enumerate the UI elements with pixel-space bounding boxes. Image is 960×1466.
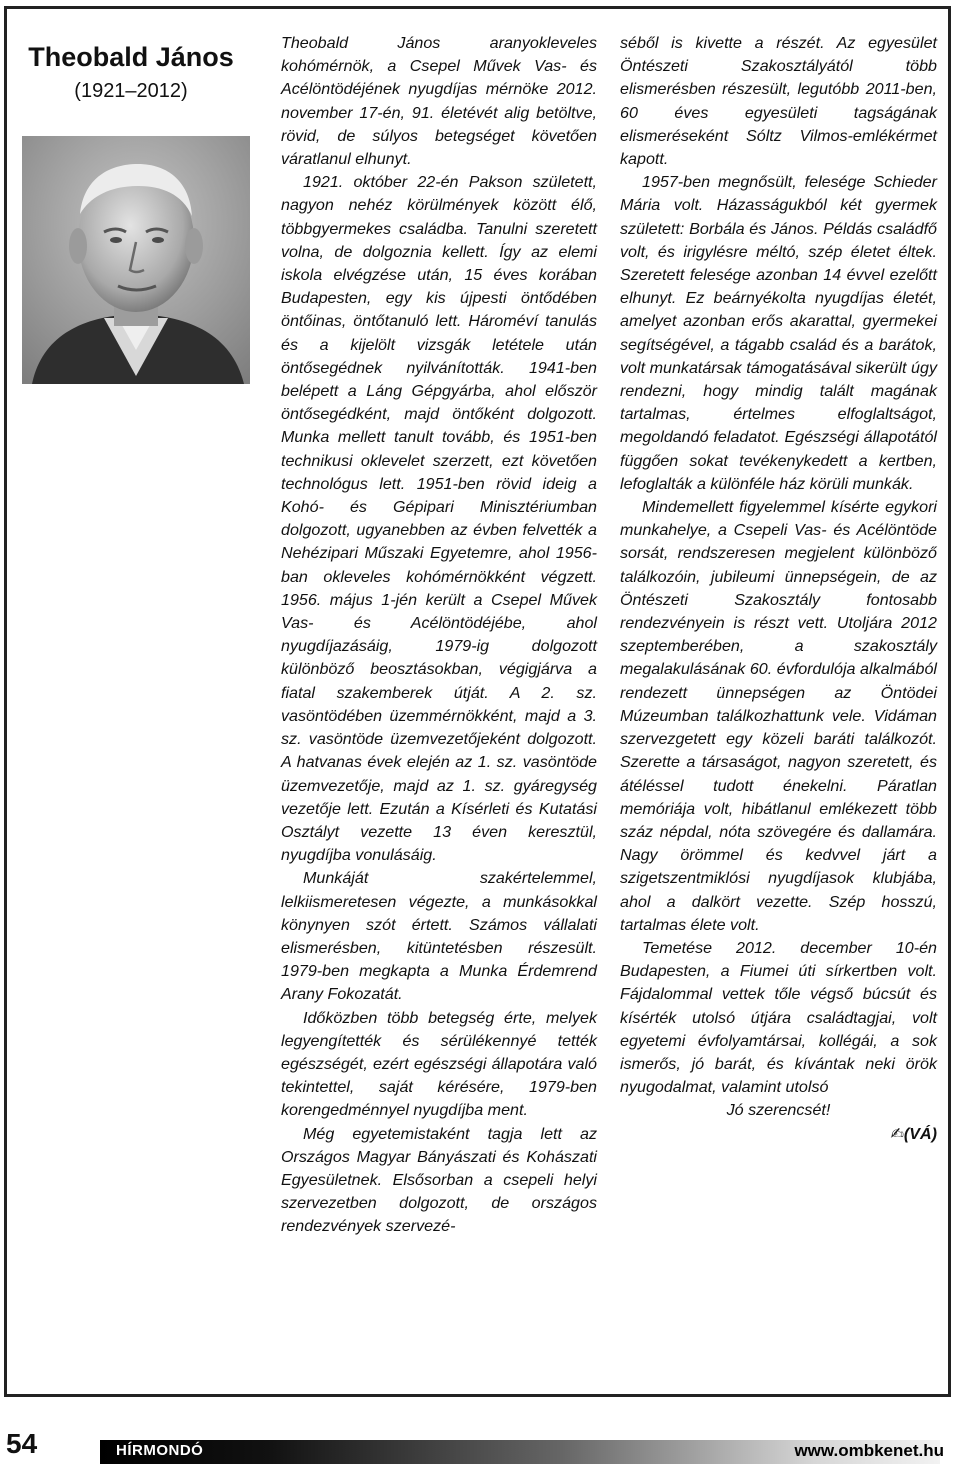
article-column-1 xyxy=(281,32,597,1239)
paragraph: Még egyetemistaként tagja lett az Országos Magyar Bányászati és Kohászati Egyesületnek. Elsősorban a csepeli helyi szervezetben dolgozott, de országos rendezvények szervezé- xyxy=(281,1124,597,1236)
portrait-image xyxy=(22,136,250,384)
paragraph: Időközben több betegség érte, melyek legyengítették és sérülékennyé tették egészségét, ezért egészségi állapotára való tekintettel, saját kérésére, 1979-ben korengedménnyel nyugdíjba ment. xyxy=(281,1008,597,1120)
life-years: (1921–2012) xyxy=(74,80,188,102)
portrait-photo xyxy=(22,136,250,384)
page-footer xyxy=(0,1410,960,1466)
publication-name: HÍRMONDÓ xyxy=(116,1442,204,1459)
paragraph: Mindemellett figyelemmel kísérte egykori munkahelye, a Csepeli Vas- és Acélöntöde sorsát, rendszeresen megjelent különböző találkozóin, jubileumi ünnepségein, de az Öntészeti Szakosztály fontosabb rendezvényein is részt vett. Utoljára 2012 szeptemberében, a szakosztály megalakulásának 60. évfordulója alkalmából rendezett ünnepségen az Öntödei Múzeumban találkozhattunk vele. Vidáman szervezgetett egy közeli baráti találkozót. Szerette a társaságot, nagyon szeretett, és átéléssel tudott énekelni. Páratlan memóriája volt, hibátlanul emlékezett több száz népdal, nóta szövegére és dallamára. Nagy örömmel és kedvvel járt a szigetszentmiklósi nyugdíjasok klubjába, ahol a dalkört vezette. Szép hosszú, tartalmas élete volt. xyxy=(620,498,937,934)
obituary-header xyxy=(16,40,246,104)
page-number: 54 xyxy=(6,1428,38,1459)
pen-writing-icon: ✍ xyxy=(890,1124,904,1143)
paragraph: Munkáját szakértelemmel, lelkiismeretesen végezte, a munkásokkal könynyen szót értett. Számos vállalati elismerésben, kitüntetésben részesült. 1979-ben megkapta a Munka Érdemrend Arany Fokozatát. xyxy=(281,869,597,1004)
paragraph: 1957-ben megnősült, felesége Schieder Mária volt. Házasságukból két gyermek született: Borbála és János. Példás családfő volt, és irigylésre méltó, szép életet éltek. Szeretett felesége azonban 14 évvel ezelőtt elhunyt. Ez beárnyékolta nyugdíjas életét, amelyet azonban erős akarattal, gyermekei segítségével, a tágabb család és a barátok, volt munkatársak támogatásával sikerült úgy rendezni, hogy mindig talált magának tartalmas, értelmes elfoglaltságot, megoldandó feladatot. Egészségi állapotától függően sokat tevékenykedett a kertben, lefoglalták a különféle ház körüli munkák. xyxy=(620,173,937,493)
author-signature xyxy=(620,1123,937,1146)
website-url: www.ombkenet.hu xyxy=(794,1441,944,1460)
paragraph: séből is kivette a részét. Az egyesület Öntészeti Szakosztályától több elismerésben részesült, legutóbb 2011-ben, 60 éves egyesületi tagságának elismeréseként Sóltz Vilmos-emlékérmet kapott. xyxy=(620,34,937,169)
paragraph: 1921. október 22-én Pakson született, nagyon nehéz körülmények között élő, többgyermekes családba. Tanulni szeretett volna, de dolgoznia kellett. Így az elemi iskola elvégzése után, 15 éves korában Budapesten, egy kis újpesti öntődében öntőinas, öntőtanuló lett. Hároméví tanulás és a kijelölt vizsgák letétele után öntősegédnek nyilvánították. 1941-ben belépett a Láng Gépgyárba, ahol először öntősegédként, majd öntőként dolgozott. Munka mellett tanult tovább, és 1951-ben technikusi oklevelet szerzett, ezt követően technológus lett. 1951-ben rövid ideig a Kohó- és Gépipari Minisztériumban dolgozott, ugyanebben az évben felvették a Nehézipari Műszaki Egyetemre, ahol 1956-ban okleveles kohómérnökként végzett. 1956. május 1-jén került a Csepel Művek Vas- és Acélöntödéjébe, ahol nyugdíjazásáig, 1979-ig dolgozott különböző beosztásokban, végigjárva a fiatal szakemberek útját. A 2. sz. vasöntödében üzemmérnökként, majd a 3. sz. vasöntöde üzemvezetőjeként dolgozott. A hatvanas évek elején az 1. sz. vasöntöde üzemvezetője, majd az 1. sz. gyáregység vezetője lett. Ezután a Kísérleti és Kutatási Osztályt vezette 13 éven keresztül, nyugdíjba vonulásáig. xyxy=(281,173,597,865)
author-initials: (VÁ) xyxy=(903,1124,937,1143)
paragraph: Theobald János aranyokleveles kohómérnök, a Csepel Művek Vas- és Acélöntödéjének nyugdíjas mérnöke 2012. november 17-én, 91. életévét alig betöltve, rövid, de súlyos betegséget követően váratlanul elhunyt. xyxy=(281,34,597,169)
article-column-2 xyxy=(620,32,937,1146)
person-name: Theobald János xyxy=(28,42,234,72)
closing-greeting: Jó szerencsét! xyxy=(726,1101,831,1120)
paragraph: Temetése 2012. december 10-én Budapesten, a Fiumei úti sírkertben volt. Fájdalommal vettek tőle végső búcsút és kísérték utolsó útjára családtagjai, volt egyetemi évfolyamtársai, kollégái, a sok ismerős, jó barát, és kívántak neki örök nyugodalmat, valamint utolsó xyxy=(620,938,937,1097)
